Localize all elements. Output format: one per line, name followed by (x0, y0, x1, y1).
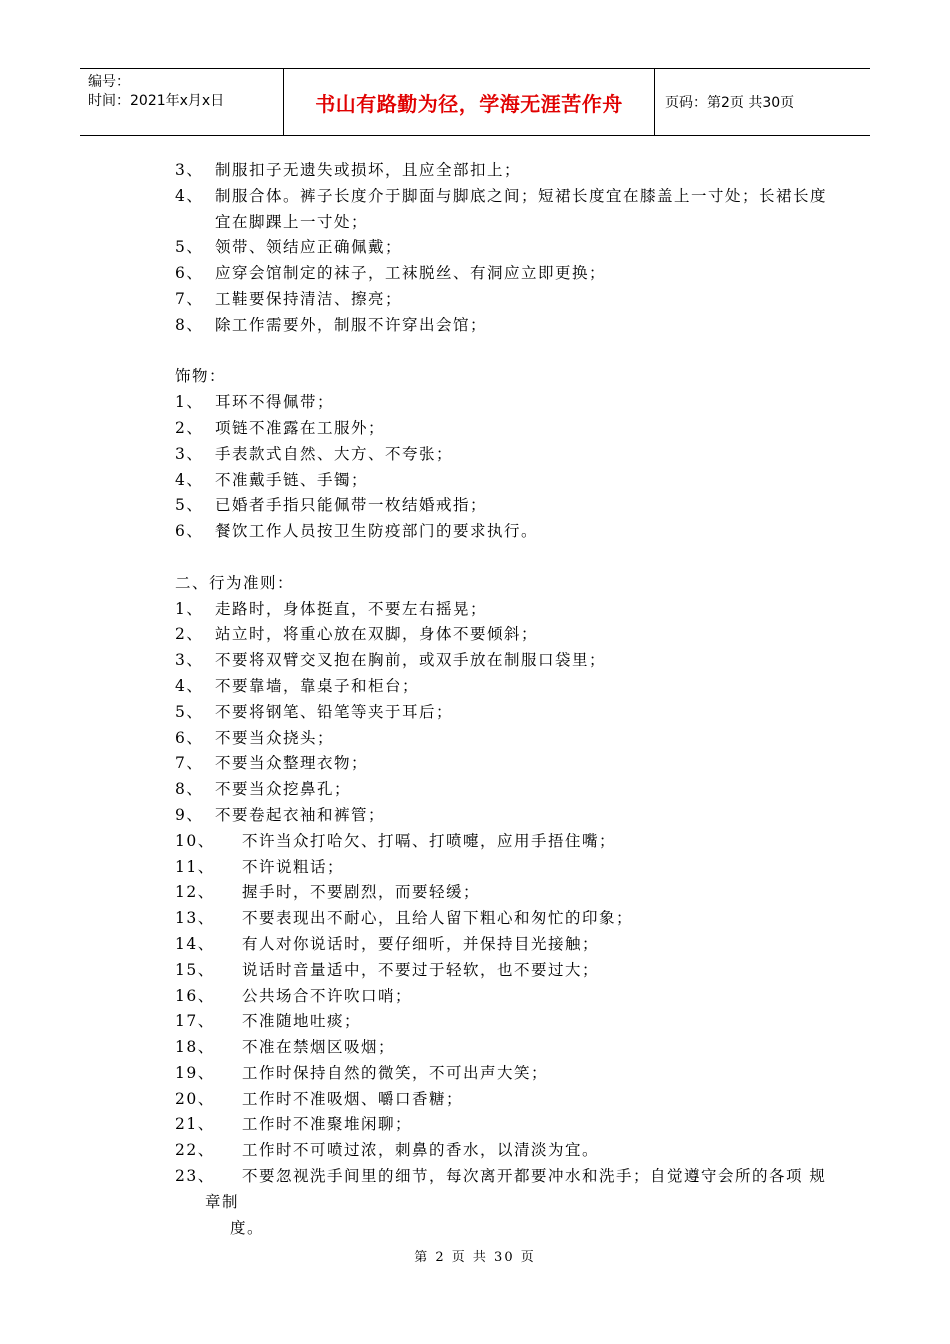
list-item: 5、 不要将钢笔、铅笔等夹于耳后； (175, 702, 454, 721)
conduct-heading: 二、行为准则： (175, 573, 295, 592)
list-item: 21、 工作时不准聚堆闲聊； (175, 1115, 413, 1134)
list-item: 8、 不要当众挖鼻孔； (175, 780, 352, 799)
list-item: 3、 制服扣子无遗失或损坏，且应全部扣上； (175, 161, 522, 179)
list-item: 14、 有人对你说话时，要仔细听，并保持目光接触； (175, 934, 600, 953)
list-item: 6、 不要当众挠头； (175, 728, 335, 747)
spacer (175, 339, 920, 365)
list-item: 7、 不要当众整理衣物； (175, 754, 369, 773)
list-item: 10、 不许当众打哈欠、打嗝、打喷嚏，应用手捂住嘴； (175, 831, 617, 850)
page-footer: 第 2 页 共 30 页 (414, 1250, 536, 1265)
list-item: 3、 不要将双臂交叉抱在胸前，或双手放在制服口袋里； (175, 651, 607, 670)
accessories-heading: 饰物： (175, 367, 227, 386)
document-number-label: 编号： (88, 74, 130, 90)
list-item: 2、 项链不准露在工服外； (175, 418, 386, 437)
list-item-continuation: 度。 (230, 1218, 265, 1237)
list-item: 9、 不要卷起衣袖和裤管； (175, 805, 386, 824)
uniform-list (175, 158, 920, 339)
list-item: 16、 公共场合不许吹口哨； (175, 986, 413, 1005)
list-item: 12、 握手时，不要剧烈，而要轻缓； (175, 883, 481, 902)
document-date-label: 时间：2021年x月x日 (88, 93, 225, 109)
header-motto: 书山有路勤为径，学海无涯苦作舟 (315, 91, 623, 116)
spacer (175, 545, 920, 571)
list-item: 18、 不准在禁烟区吸烟； (175, 1038, 396, 1057)
list-item: 22、 工作时不可喷过浓，刺鼻的香水，以清淡为宜。 (175, 1141, 600, 1160)
list-item: 17、 不准随地吐痰； (175, 1012, 362, 1031)
list-item: 2、 站立时，将重心放在双脚，身体不要倾斜； (175, 625, 539, 644)
header-page-number: 页码：第2页 共30页 (665, 95, 795, 111)
list-item: 6、 应穿会馆制定的袜子，工袜脱丝、有洞应立即更换； (175, 264, 607, 283)
document-body (175, 158, 920, 1241)
list-item: 1、 耳环不得佩带； (175, 393, 335, 412)
list-item: 7、 工鞋要保持清洁、擦亮； (175, 289, 403, 308)
list-item: 5、 已婚者手指只能佩带一枚结婚戒指； (175, 496, 488, 515)
list-item: 15、 说话时音量适中，不要过于轻软，也不要过大； (175, 960, 600, 979)
list-item: 5、 领带、领结应正确佩戴； (175, 238, 403, 257)
list-item: 23、 不要忽视洗手间里的细节，每次离开都要冲水和洗手；自觉遵守会所的各项 规 (175, 1167, 827, 1186)
accessories-list (175, 390, 920, 545)
list-item: 4、 不准戴手链、手镯； (175, 470, 369, 489)
header-motto-cell (283, 69, 655, 135)
list-item: 1、 走路时，身体挺直，不要左右摇晃； (175, 599, 488, 618)
list-item: 6、 餐饮工作人员按卫生防疫部门的要求执行。 (175, 522, 539, 541)
list-item: 19、 工作时保持自然的微笑，不可出声大笑； (175, 1063, 549, 1082)
list-item: 4、 制服合体。裤子长度介于脚面与脚底之间；短裙长度宜在膝盖上一寸处；长裙长度 (175, 186, 828, 205)
list-item: 20、 工作时不准吸烟、嚼口香糖； (175, 1089, 464, 1108)
page-header (80, 68, 870, 136)
conduct-list (175, 597, 920, 1242)
list-item: 11、 不许说粗话； (175, 857, 345, 876)
list-item: 8、 除工作需要外，制服不许穿出会馆； (175, 315, 488, 334)
list-item-continuation: 宜在脚踝上一寸处； (215, 212, 369, 231)
header-meta (80, 69, 283, 135)
list-item: 3、 手表款式自然、大方、不夸张； (175, 444, 454, 463)
list-item-continuation: 章制 (205, 1192, 240, 1211)
list-item: 4、 不要靠墙，靠桌子和柜台； (175, 676, 420, 695)
list-item: 13、 不要表现出不耐心，且给人留下粗心和匆忙的印象； (175, 909, 634, 928)
